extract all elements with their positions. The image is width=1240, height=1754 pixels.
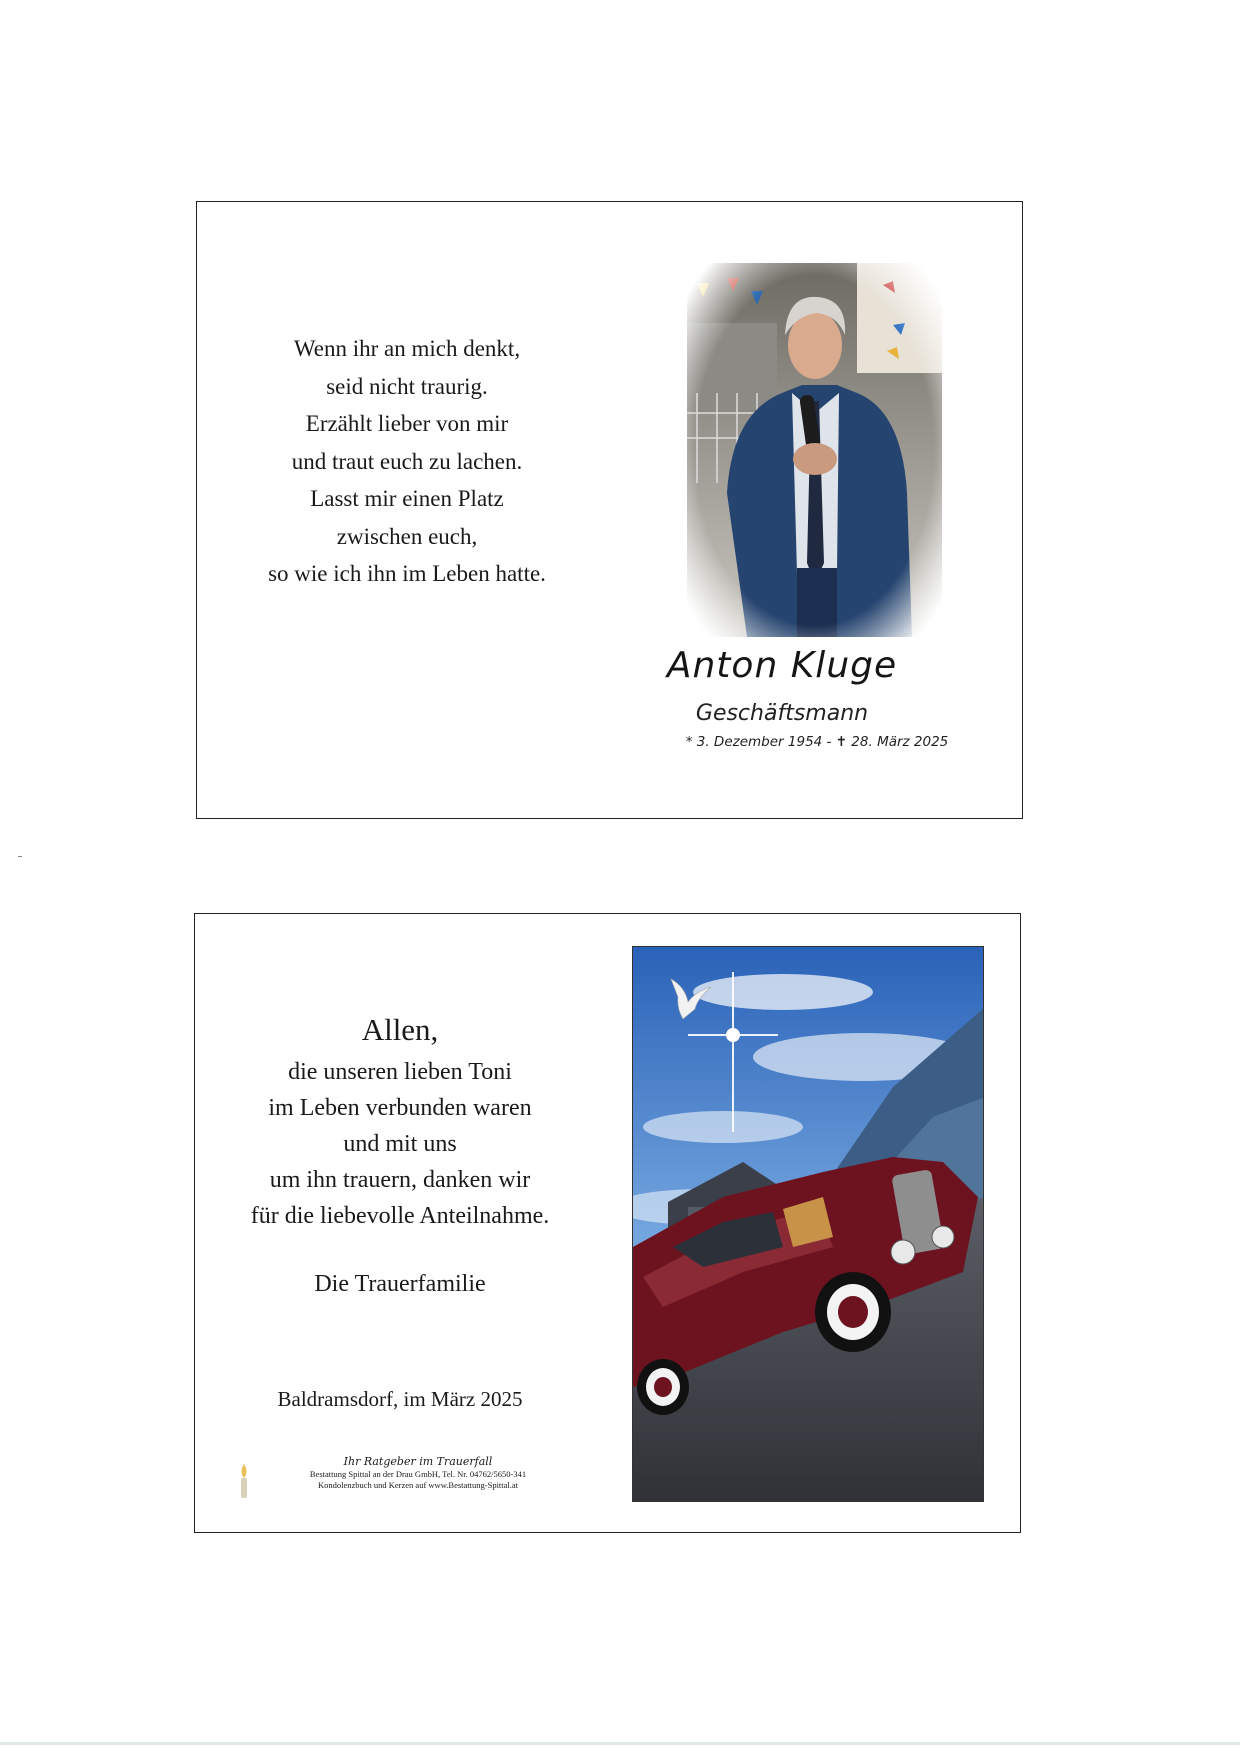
- poem-line: Lasst mir einen Platz: [310, 486, 504, 511]
- thanks-line: und mit uns: [343, 1131, 457, 1157]
- portrait-photo: [687, 263, 942, 637]
- thanks-message: [215, 1054, 585, 1234]
- poem-line: so wie ich ihn im Leben hatte.: [268, 561, 546, 586]
- family-signature: Die Trauerfamilie: [314, 1271, 486, 1297]
- page-edge-line: [0, 1742, 1240, 1745]
- thanks-line: für die liebevolle Anteilnahme.: [250, 1203, 550, 1229]
- thanks-heading: Allen,: [361, 1012, 439, 1047]
- poem-line: Wenn ihr an mich denkt,: [293, 336, 521, 361]
- poem-line: Erzählt lieber von mir: [305, 411, 509, 436]
- poem-line: und traut euch zu lachen.: [291, 448, 523, 474]
- vintage-car-photo: [632, 946, 984, 1502]
- funeral-home-contact: Bestattung Spittal an der Drau GmbH, Tel. Nr. 04762/5650-341: [309, 1469, 527, 1479]
- poem-line: seid nicht traurig.: [326, 373, 488, 399]
- deceased-profession: Geschäftsmann: [695, 701, 869, 726]
- life-dates: * 3. Dezember 1954 - ✝ 28. März 2025: [685, 734, 949, 750]
- memorial-poem: [247, 330, 567, 593]
- funeral-home-motto: Ihr Ratgeber im Trauerfall: [343, 1455, 493, 1468]
- deceased-name: Anton Kluge: [666, 645, 898, 686]
- parte-back-card: [194, 913, 1021, 1533]
- funeral-home-website-note: Kondolenzbuch und Kerzen auf www.Bestattung-Spittal.at: [317, 1480, 519, 1490]
- thanks-line: im Leben verbunden waren: [268, 1095, 532, 1121]
- place-and-date: Baldramsdorf, im März 2025: [277, 1387, 523, 1411]
- thanks-line: um ihn trauern, danken wir: [269, 1167, 531, 1193]
- scan-speck: [18, 856, 22, 857]
- funeral-home-imprint: [235, 1454, 575, 1504]
- parte-front-card: [196, 201, 1023, 819]
- thanks-line: die unseren lieben Toni: [288, 1059, 512, 1085]
- candle-icon: [235, 1462, 253, 1500]
- poem-line: zwischen euch,: [336, 523, 478, 549]
